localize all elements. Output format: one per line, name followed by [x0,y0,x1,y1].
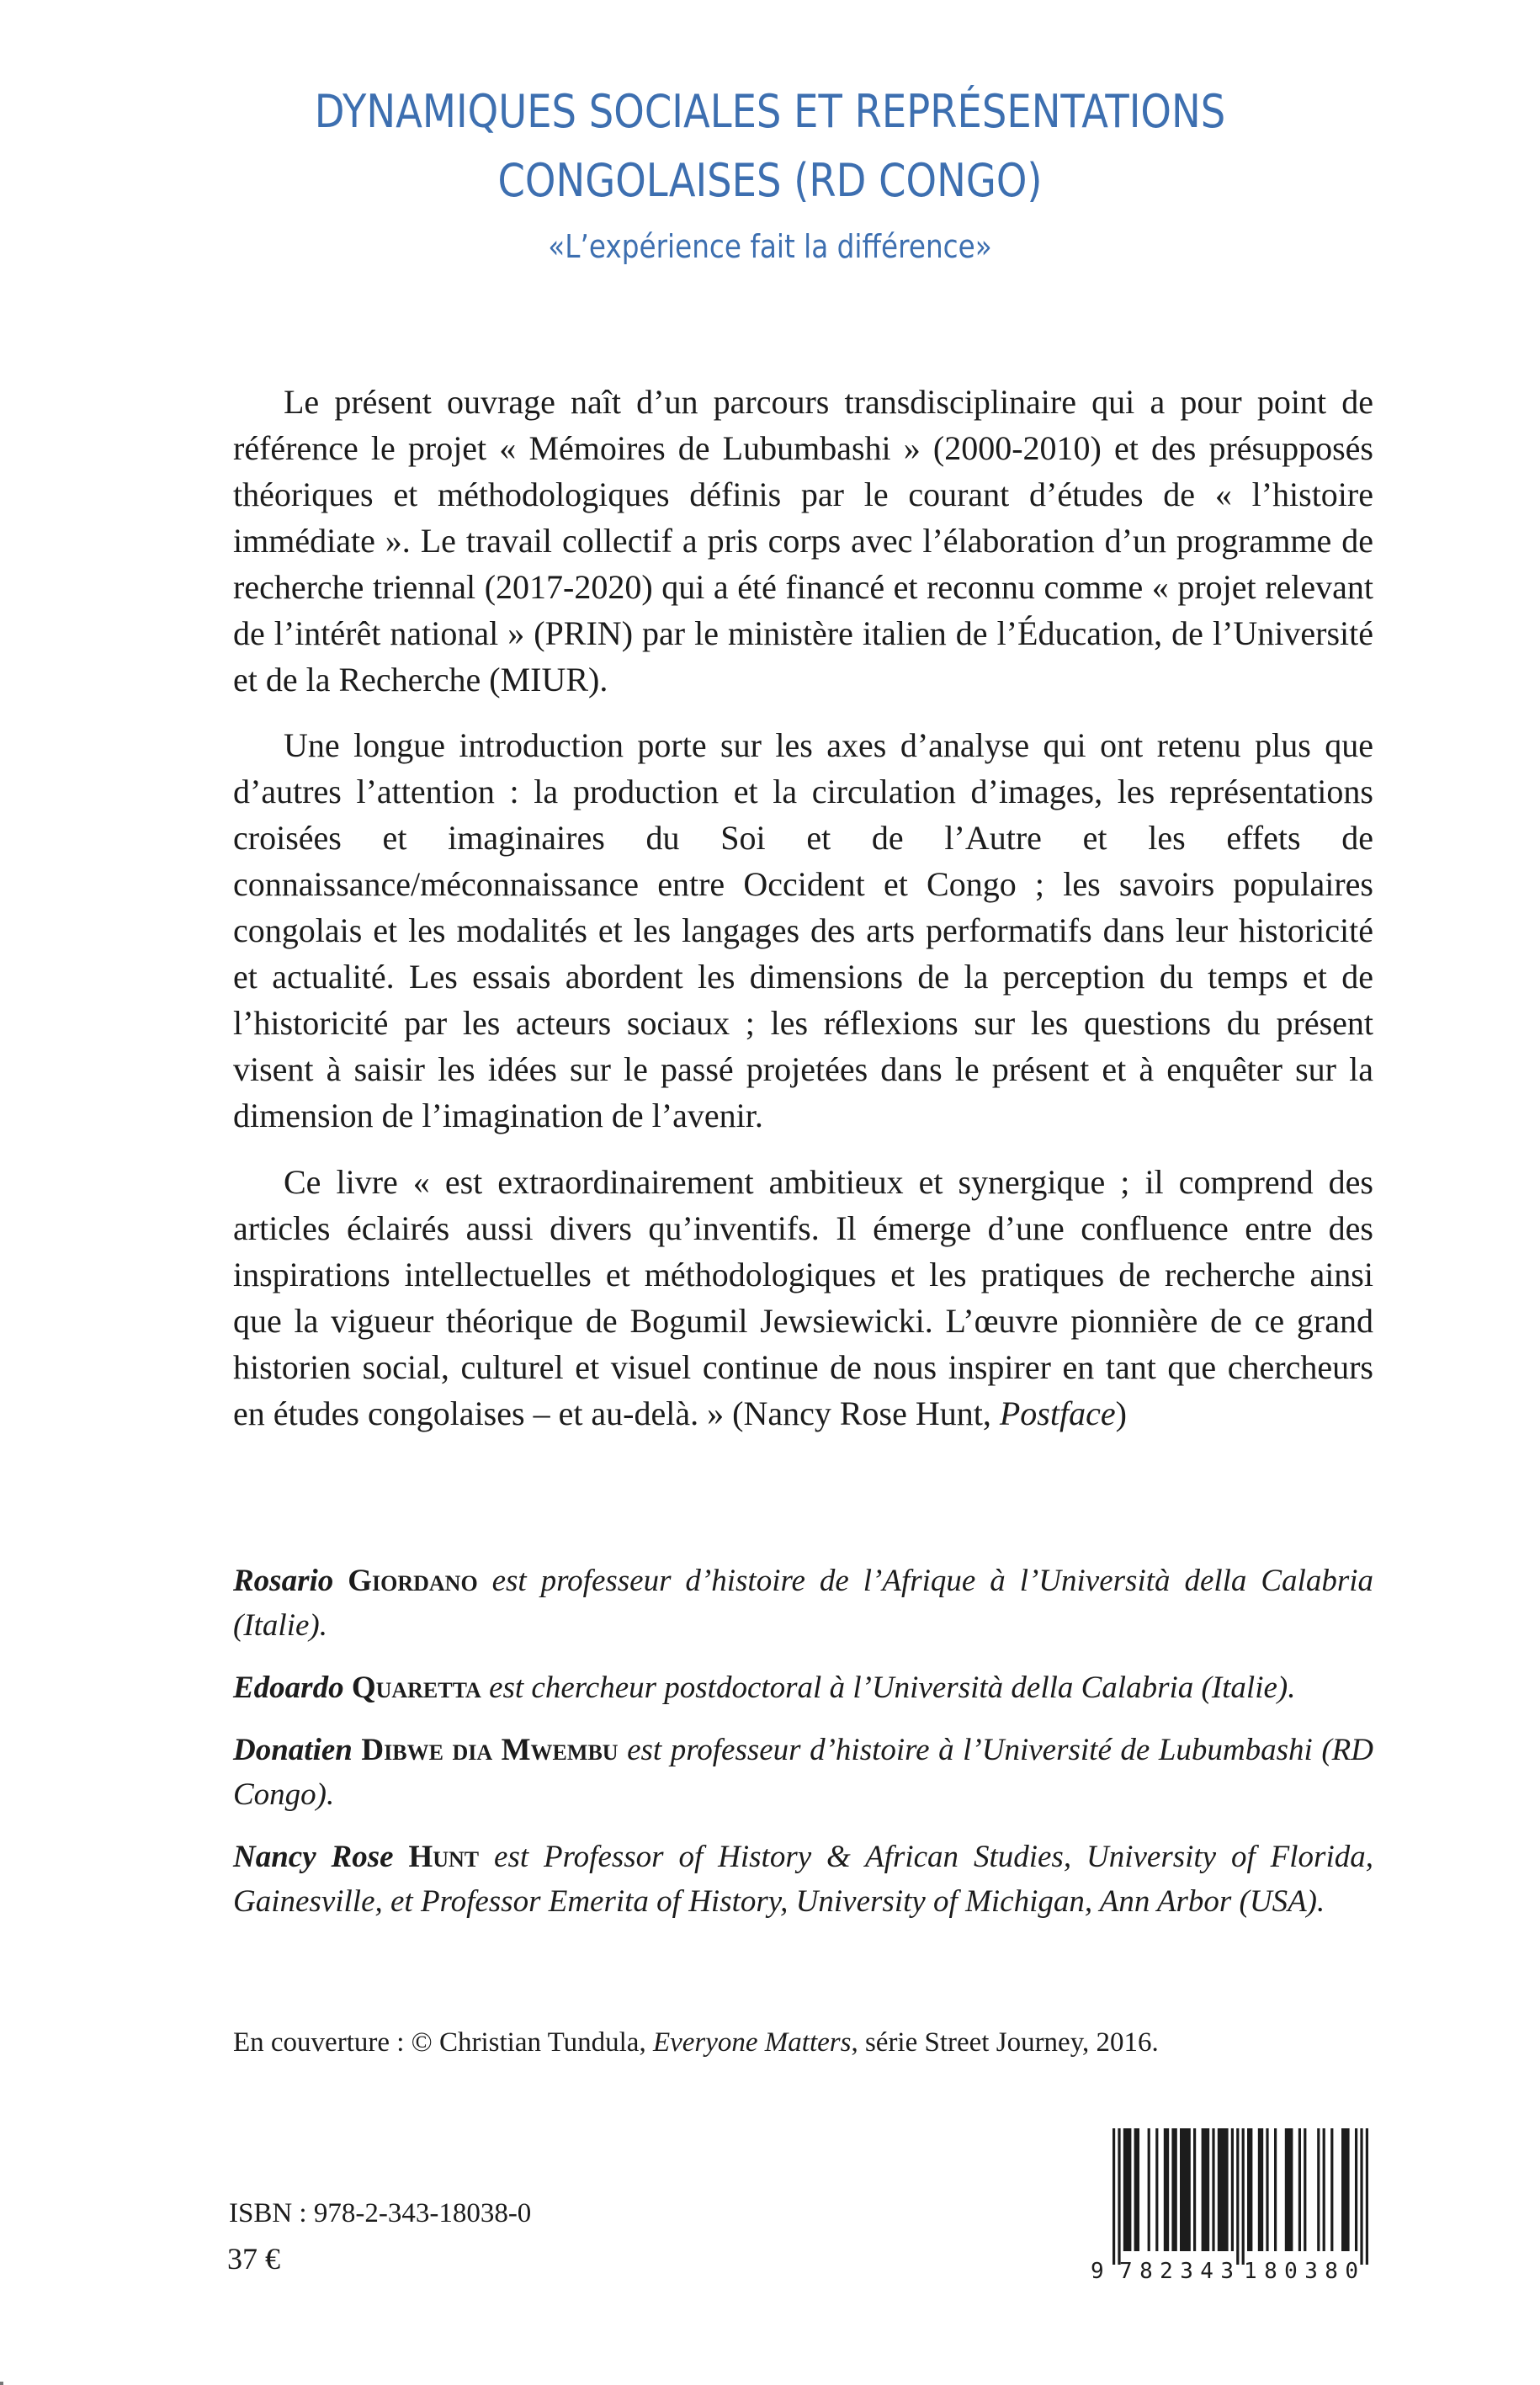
barcode-guard-bar [1118,2128,1120,2265]
barcode-bar [1247,2128,1252,2251]
author-bios [233,1559,1373,1941]
barcode-bar [1171,2128,1176,2251]
barcode-bar [1231,2128,1234,2251]
barcode-bar [1164,2128,1169,2251]
barcode-bar [1317,2128,1320,2251]
author-bio-text: est professeur d’histoire à l’Université de Lubumbashi (RD Congo). [233,1733,1373,1812]
barcode-guard-bar [1236,2128,1239,2265]
author-surname: Quaretta [351,1671,481,1705]
barcode-bar [1212,2128,1214,2251]
barcode-bar [1180,2128,1191,2251]
blurb-quote-paragraph [233,1159,1373,1437]
quote-source: Postface [999,1394,1116,1432]
barcode-bar [1298,2128,1301,2251]
blurb-paragraph-text: Une longue introduction porte sur les axes d’analyse qui ont retenu plus que d’autres l’attention : la production et la circulation d’images, les représentations croisées et imaginaires du Soi et de l’Autre et les effets de connaissance/méconnaissance entre Occident et Congo ; les savoirs populaires congolais et les modalités et les langages des arts performatifs dans leur historicité et actualité. Les essais abordent les dimensions de la perception du temps et de l’historicité par les acteurs sociaux ; les réflexions sur les questions du présent visent à saisir les idées sur le passé projetées dans le présent et à enquêter sur la dimension de l’imagination de l’avenir. [233,726,1373,1134]
author-bio [233,1559,1373,1648]
barcode-bar [1274,2128,1277,2251]
blurb-paragraph-2 [233,722,1373,1139]
barcode-bar [1218,2128,1229,2251]
title-line-2: CONGOLAISES (RD CONGO) [497,154,1043,207]
author-surname: Giordano [348,1564,478,1598]
barcode-guard-bar [1113,2128,1115,2265]
quote-text [233,1159,1373,1437]
barcode-bar [1123,2128,1132,2251]
author-bio-text: est Professor of History & African Studies, University of Florida, Gainesville, et Professor Emerita of History, University of Michigan, Ann Arbor (USA). [233,1840,1373,1919]
author-bio [233,1728,1373,1817]
author-first-name: Edoardo [233,1671,344,1705]
barcode-left-digits: 782343 [1119,2259,1234,2284]
blurb-paragraph-1 [233,379,1373,703]
book-title [108,77,1432,215]
author-bio-text: est professeur d’histoire de l’Afrique à l’Università della Calabria (Italie). [233,1564,1374,1643]
author-bio-text: est chercheur postdoctoral à l’Università della Calabria (Italie). [481,1671,1296,1705]
author-surname: Hunt [408,1840,480,1874]
book-subtitle: «L’expérience fait la différence» [548,228,992,265]
barcode-bar [1202,2128,1210,2251]
barcode-bar [1355,2128,1357,2251]
credit-work-title: Everyone Matters [652,2027,852,2058]
author-first-name: Rosario [233,1564,334,1598]
author-bio [233,1665,1373,1710]
barcode-guard-bar [1242,2128,1245,2265]
author-first-name: Nancy Rose [233,1840,394,1874]
barcode-guard-bar [1360,2128,1362,2265]
barcode-bar [1285,2128,1293,2251]
barcode [1091,2125,1377,2285]
barcode-bar [1266,2128,1268,2251]
price: 37 € [227,2242,280,2276]
quote-closing: ) [1115,1394,1127,1432]
barcode-bar [1258,2128,1263,2251]
cover-credit [233,2024,1373,2062]
barcode-bars [1113,2128,1368,2265]
barcode-bar [1155,2128,1158,2251]
credit-suffix: , série Street Journey, 2016. [851,2027,1159,2058]
quote-body: Ce livre « est extraordinairement ambitieux et synergique ; il comprend des articles éclairés aussi divers qu’inventifs. Il émerge d’une confluence entre des inspirations intellectuelles et méthodologiques et les pratiques de recherche ainsi que la vigueur théorique de Bogumil Jewsiewicki. L’œuvre pionnière de ce grand historien social, culturel et visuel continue de nous inspirer en tant que chercheurs en études congolaises – et au-delà. » (Nancy Rose Hunt, [233,1163,1373,1432]
author-surname: Dibwe dia Mwembu [361,1733,619,1767]
barcode-bar [1304,2128,1306,2251]
barcode-bar [1193,2128,1196,2251]
barcode-bar [1134,2128,1139,2251]
author-bio [233,1835,1373,1924]
barcode-graphic [1091,2125,1377,2285]
author-first-name: Donatien [233,1733,353,1767]
barcode-bar [1341,2128,1350,2251]
barcode-right-digits: 180380 [1244,2259,1358,2284]
barcode-first-digit: 9 [1091,2259,1104,2284]
barcode-bar [1330,2128,1333,2251]
barcode-bar [1323,2128,1325,2251]
crop-mark [0,2382,3,2385]
blurb-paragraph-text: Le présent ouvrage naît d’un parcours transdisciplinaire qui a pour point de référence le projet « Mémoires de Lubumbashi » (2000-2010) et des présupposés théoriques et méthodologiques définis par le courant d’études de « l’histoire immédiate ». Le travail collectif a pris corps avec l’élaboration d’un programme de recherche triennal (2017-2020) qui a été financé et reconnu comme « projet relevant de l’intérêt national » (PRIN) par le ministère italien de l’Éducation, de l’Université et de la Recherche (MIUR). [233,383,1373,699]
credit-prefix: En couverture : © Christian Tundula, [233,2027,653,2058]
barcode-bar [1148,2128,1150,2251]
barcode-guard-bar [1366,2128,1368,2265]
isbn: ISBN : 978-2-343-18038-0 [229,2198,532,2228]
title-line-1: DYNAMIQUES SOCIALES ET REPRÉSENTATIONS [314,85,1226,138]
